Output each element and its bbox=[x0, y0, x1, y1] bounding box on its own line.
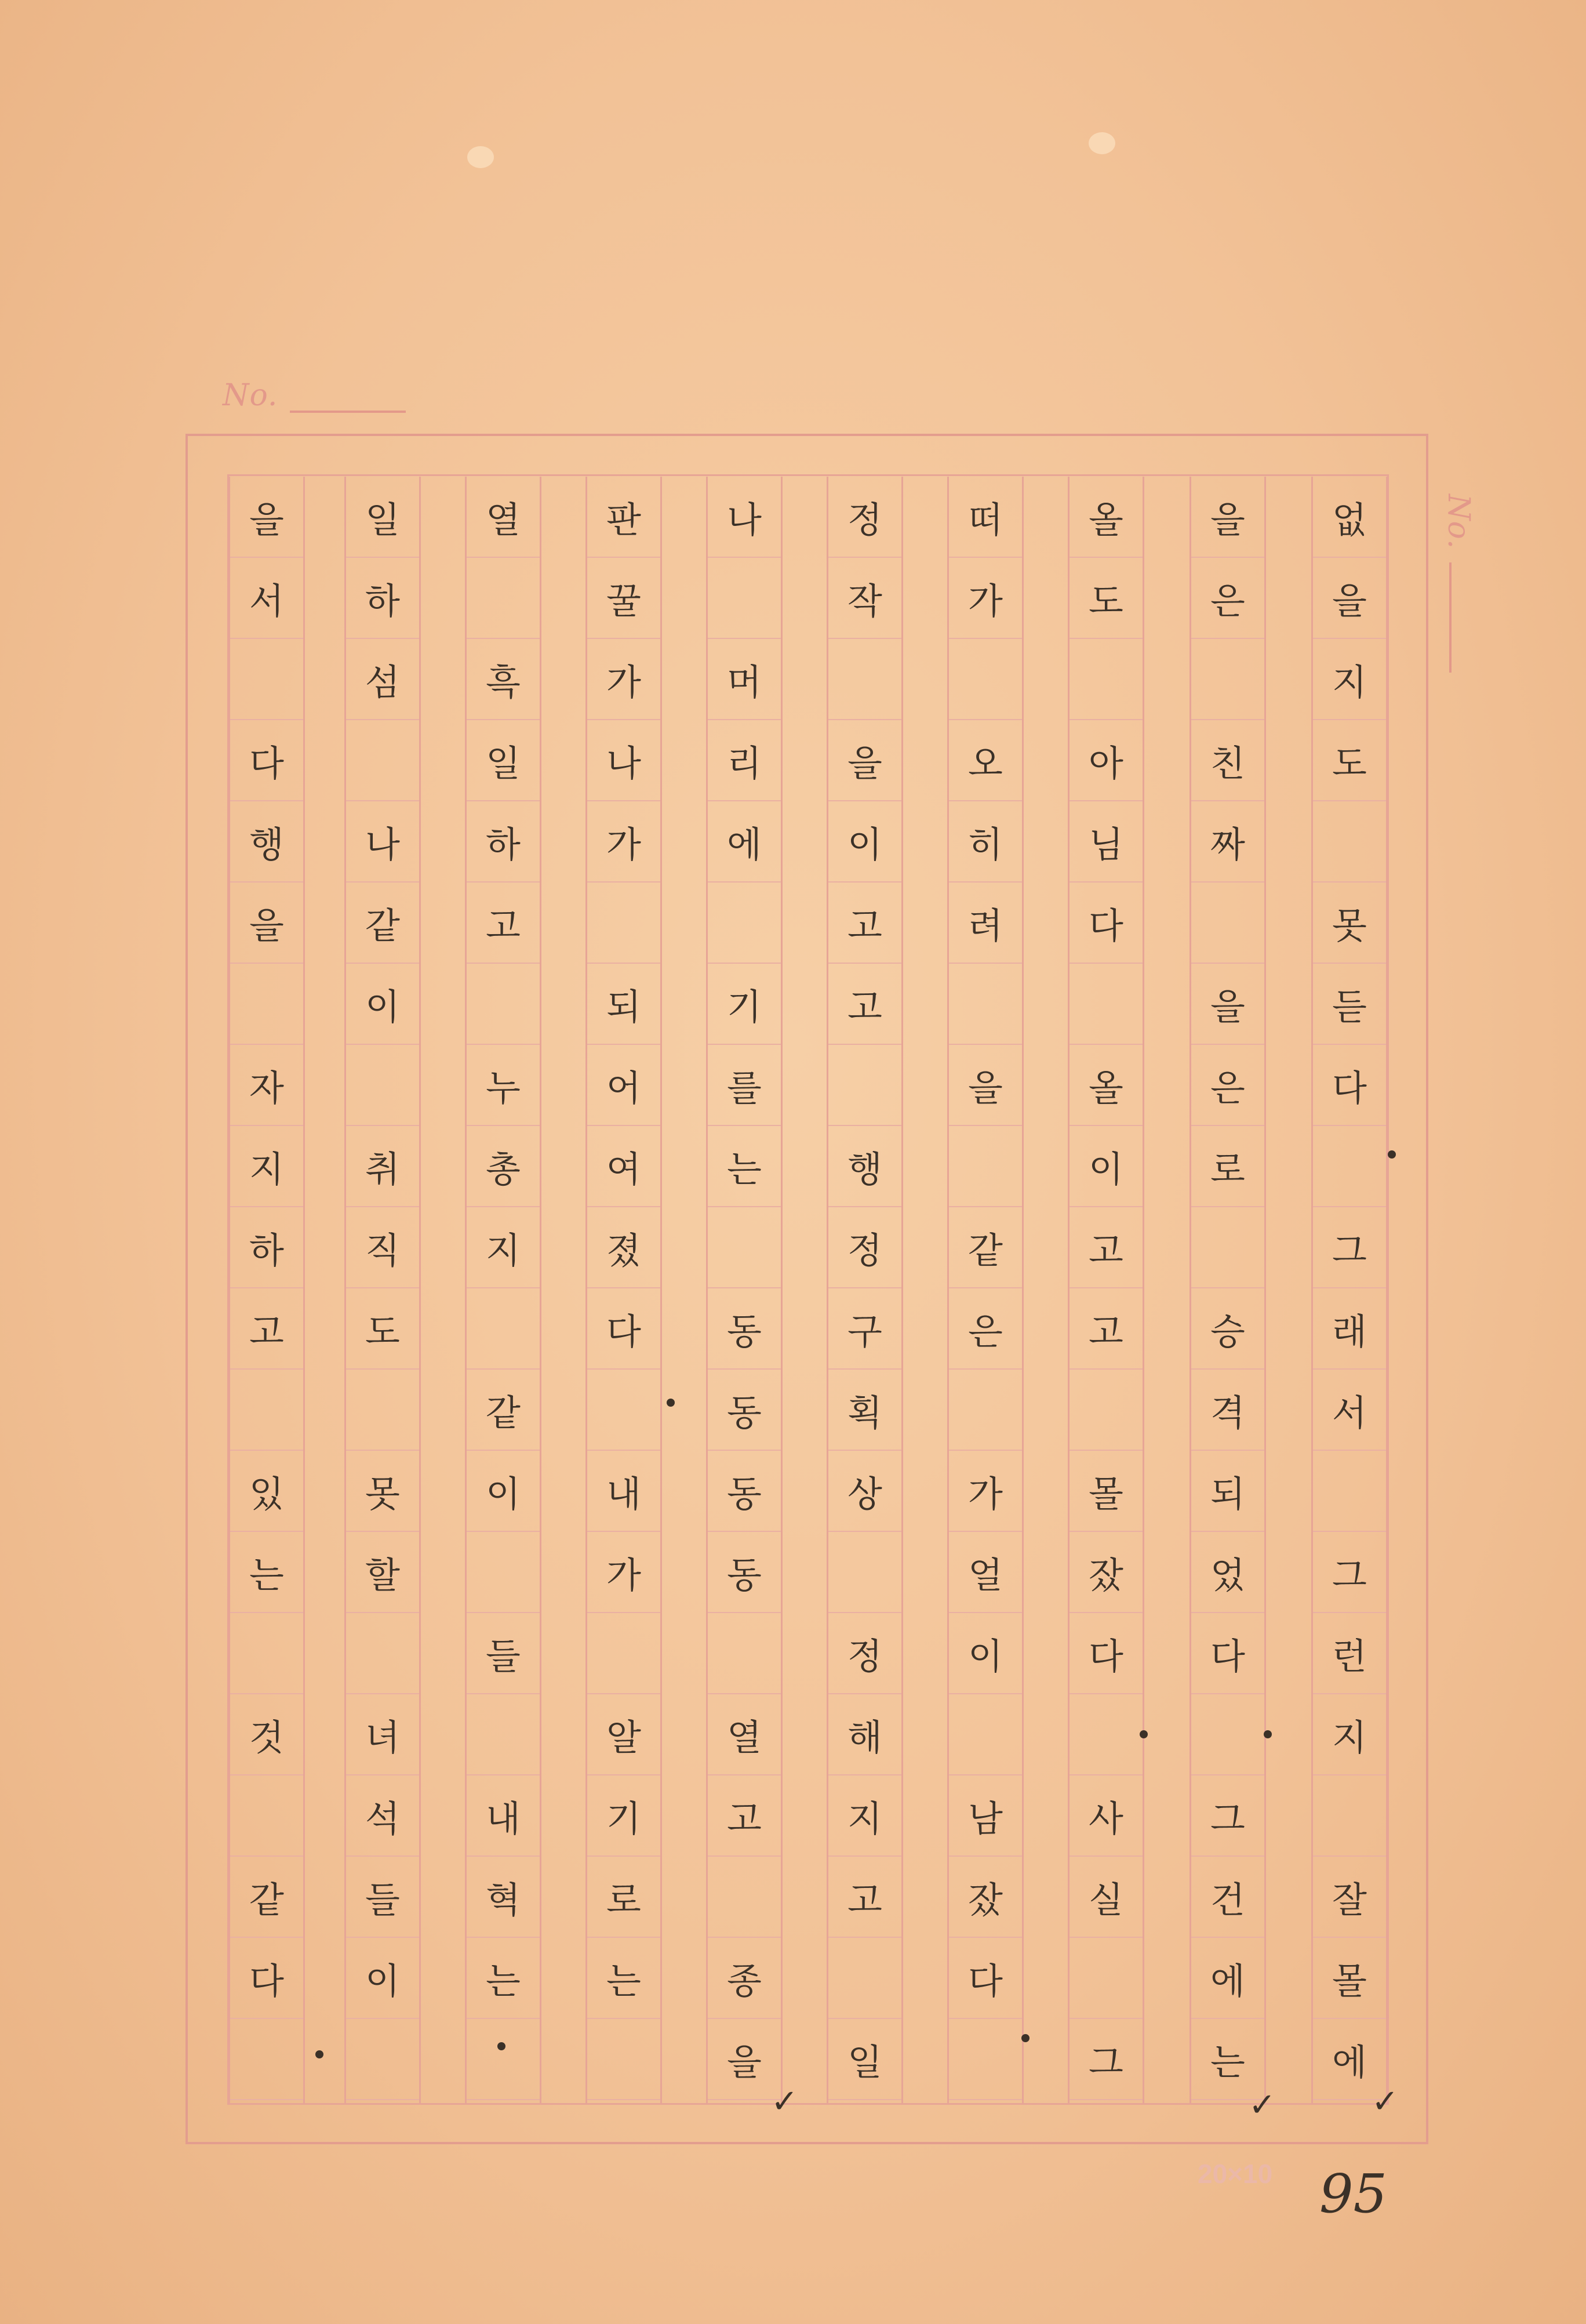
manuscript-cell: 일 bbox=[346, 477, 419, 558]
manuscript-cell bbox=[467, 2019, 540, 2100]
ink-dot bbox=[315, 2050, 323, 2058]
manuscript-cell: 행 bbox=[230, 801, 303, 883]
manuscript-cell bbox=[467, 558, 540, 639]
manuscript-cell: 는 bbox=[1191, 2019, 1264, 2100]
manuscript-cell: 올 bbox=[1070, 477, 1143, 558]
manuscript-cell bbox=[230, 2019, 303, 2100]
manuscript-cell: 흑 bbox=[467, 639, 540, 720]
manuscript-cell: 이 bbox=[346, 964, 419, 1045]
grid-size-label: 20×10 bbox=[1198, 2159, 1273, 2189]
manuscript-cell: 은 bbox=[1191, 558, 1264, 639]
manuscript-cell bbox=[1313, 1775, 1386, 1857]
manuscript-cell bbox=[828, 1938, 901, 2019]
manuscript-cell: 머 bbox=[708, 639, 781, 720]
manuscript-cell bbox=[587, 1613, 660, 1694]
manuscript-cell bbox=[346, 720, 419, 801]
manuscript-cell: 할 bbox=[346, 1532, 419, 1613]
number-line-top bbox=[290, 411, 406, 413]
manuscript-cell: 에 bbox=[708, 801, 781, 883]
number-line-side bbox=[1449, 562, 1452, 673]
manuscript-cell: 알 bbox=[587, 1694, 660, 1775]
manuscript-cell bbox=[708, 1857, 781, 1938]
manuscript-cell: 을 bbox=[230, 477, 303, 558]
manuscript-cell bbox=[1191, 1207, 1264, 1288]
manuscript-cell: 지 bbox=[828, 1775, 901, 1857]
manuscript-cell: 서 bbox=[1313, 1370, 1386, 1451]
ink-dot bbox=[1264, 1730, 1272, 1738]
manuscript-cell: 고 bbox=[828, 883, 901, 964]
manuscript-cell: 있 bbox=[230, 1451, 303, 1532]
manuscript-cell: 나 bbox=[587, 720, 660, 801]
manuscript-cell: 동 bbox=[708, 1370, 781, 1451]
manuscript-cell bbox=[828, 639, 901, 720]
punch-mark-left bbox=[467, 146, 494, 168]
manuscript-cell bbox=[828, 1045, 901, 1126]
manuscript-cell: 판 bbox=[587, 477, 660, 558]
manuscript-cell: 은 bbox=[1191, 1045, 1264, 1126]
manuscript-cell: 고 bbox=[828, 1857, 901, 1938]
manuscript-cell bbox=[1070, 1938, 1143, 2019]
manuscript-cell bbox=[708, 1613, 781, 1694]
manuscript-cell: 다 bbox=[1070, 883, 1143, 964]
manuscript-cell bbox=[587, 883, 660, 964]
manuscript-cell bbox=[346, 1370, 419, 1451]
manuscript-cell: 하 bbox=[230, 1207, 303, 1288]
manuscript-cell: 을 bbox=[1191, 477, 1264, 558]
manuscript-cell: 듣 bbox=[1313, 964, 1386, 1045]
manuscript-cell bbox=[1313, 801, 1386, 883]
manuscript-cell: 떠 bbox=[949, 477, 1022, 558]
manuscript-cell bbox=[1070, 639, 1143, 720]
manuscript-column bbox=[344, 477, 421, 2105]
manuscript-cell: 고 bbox=[467, 883, 540, 964]
manuscript-cell bbox=[1070, 1694, 1143, 1775]
manuscript-cell: 이 bbox=[467, 1451, 540, 1532]
manuscript-cell: 꿀 bbox=[587, 558, 660, 639]
manuscript-cell bbox=[1070, 1370, 1143, 1451]
manuscript-cell: 로 bbox=[587, 1857, 660, 1938]
manuscript-cell: 었 bbox=[1191, 1532, 1264, 1613]
manuscript-cell: 나 bbox=[708, 477, 781, 558]
manuscript-cell: 같 bbox=[467, 1370, 540, 1451]
manuscript-cell: 다 bbox=[1191, 1613, 1264, 1694]
manuscript-cell bbox=[949, 1694, 1022, 1775]
manuscript-cell bbox=[828, 1532, 901, 1613]
manuscript-cell: 그 bbox=[1313, 1532, 1386, 1613]
manuscript-cell: 직 bbox=[346, 1207, 419, 1288]
manuscript-cell: 되 bbox=[1191, 1451, 1264, 1532]
manuscript-cell: 내 bbox=[467, 1775, 540, 1857]
manuscript-cell: 는 bbox=[587, 1938, 660, 2019]
manuscript-cell: 그 bbox=[1191, 1775, 1264, 1857]
check-mark: ✓ bbox=[771, 2083, 798, 2120]
manuscript-cell: 이 bbox=[828, 801, 901, 883]
manuscript-cell: 도 bbox=[1070, 558, 1143, 639]
manuscript-cell: 가 bbox=[587, 639, 660, 720]
manuscript-cell: 이 bbox=[949, 1613, 1022, 1694]
manuscript-cell: 는 bbox=[230, 1532, 303, 1613]
manuscript-cell: 다 bbox=[587, 1288, 660, 1370]
manuscript-cell: 고 bbox=[1070, 1207, 1143, 1288]
manuscript-cell: 도 bbox=[346, 1288, 419, 1370]
manuscript-cell: 누 bbox=[467, 1045, 540, 1126]
manuscript-cell: 올 bbox=[1070, 1045, 1143, 1126]
manuscript-cell: 건 bbox=[1191, 1857, 1264, 1938]
manuscript-cell bbox=[467, 1532, 540, 1613]
manuscript-cell: 친 bbox=[1191, 720, 1264, 801]
manuscript-cell: 에 bbox=[1313, 2019, 1386, 2100]
manuscript-cell: 하 bbox=[467, 801, 540, 883]
manuscript-cell bbox=[1191, 1694, 1264, 1775]
manuscript-cell: 잘 bbox=[1313, 1857, 1386, 1938]
manuscript-cell bbox=[949, 639, 1022, 720]
manuscript-column bbox=[228, 477, 305, 2105]
manuscript-cell: 다 bbox=[949, 1938, 1022, 2019]
manuscript-column bbox=[947, 477, 1024, 2105]
manuscript-cell: 자 bbox=[230, 1045, 303, 1126]
ink-dot bbox=[497, 2042, 505, 2050]
manuscript-cell bbox=[346, 1045, 419, 1126]
manuscript-cell bbox=[708, 558, 781, 639]
manuscript-cell bbox=[230, 639, 303, 720]
manuscript-cell: 오 bbox=[949, 720, 1022, 801]
manuscript-cell: 은 bbox=[949, 1288, 1022, 1370]
manuscript-cell: 없 bbox=[1313, 477, 1386, 558]
manuscript-cell: 아 bbox=[1070, 720, 1143, 801]
manuscript-cell: 같 bbox=[346, 883, 419, 964]
manuscript-cell: 도 bbox=[1313, 720, 1386, 801]
manuscript-cell bbox=[587, 1370, 660, 1451]
manuscript-cell: 지 bbox=[230, 1126, 303, 1207]
manuscript-cell: 몰 bbox=[1313, 1938, 1386, 2019]
manuscript-cell: 해 bbox=[828, 1694, 901, 1775]
manuscript-cell: 다 bbox=[230, 1938, 303, 2019]
manuscript-cell bbox=[230, 964, 303, 1045]
manuscript-column bbox=[465, 477, 541, 2105]
manuscript-cell: 다 bbox=[1313, 1045, 1386, 1126]
manuscript-cell: 것 bbox=[230, 1694, 303, 1775]
manuscript-cell: 가 bbox=[587, 1532, 660, 1613]
manuscript-cell: 행 bbox=[828, 1126, 901, 1207]
manuscript-cell: 서 bbox=[230, 558, 303, 639]
manuscript-cell: 하 bbox=[346, 558, 419, 639]
manuscript-cell: 정 bbox=[828, 1207, 901, 1288]
manuscript-cell bbox=[346, 1613, 419, 1694]
manuscript-cell bbox=[1191, 639, 1264, 720]
manuscript-cell: 졌 bbox=[587, 1207, 660, 1288]
manuscript-cell: 을 bbox=[1313, 558, 1386, 639]
manuscript-cell: 못 bbox=[346, 1451, 419, 1532]
manuscript-cell: 혁 bbox=[467, 1857, 540, 1938]
manuscript-cell: 을 bbox=[708, 2019, 781, 2100]
manuscript-cell: 지 bbox=[1313, 639, 1386, 720]
manuscript-cell: 을 bbox=[1191, 964, 1264, 1045]
manuscript-cell: 열 bbox=[708, 1694, 781, 1775]
manuscript-cell: 려 bbox=[949, 883, 1022, 964]
number-label-top: No. bbox=[223, 378, 278, 413]
manuscript-cell: 석 bbox=[346, 1775, 419, 1857]
manuscript-cell bbox=[1313, 1451, 1386, 1532]
manuscript-cell: 못 bbox=[1313, 883, 1386, 964]
manuscript-column bbox=[1190, 477, 1266, 2105]
manuscript-cell: 고 bbox=[708, 1775, 781, 1857]
ink-dot bbox=[1388, 1150, 1396, 1159]
manuscript-cell bbox=[467, 1288, 540, 1370]
manuscript-cell: 를 bbox=[708, 1045, 781, 1126]
manuscript-cell: 이 bbox=[1070, 1126, 1143, 1207]
manuscript-cell: 여 bbox=[587, 1126, 660, 1207]
manuscript-cell: 녀 bbox=[346, 1694, 419, 1775]
ink-dot bbox=[667, 1399, 675, 1407]
manuscript-cell: 님 bbox=[1070, 801, 1143, 883]
manuscript-cell: 고 bbox=[828, 964, 901, 1045]
manuscript-cell: 을 bbox=[828, 720, 901, 801]
manuscript-cell: 어 bbox=[587, 1045, 660, 1126]
manuscript-cell: 작 bbox=[828, 558, 901, 639]
manuscript-cell bbox=[230, 1613, 303, 1694]
manuscript-column bbox=[1311, 477, 1388, 2105]
manuscript-cell: 가 bbox=[949, 1451, 1022, 1532]
manuscript-cell: 지 bbox=[1313, 1694, 1386, 1775]
manuscript-cell: 일 bbox=[828, 2019, 901, 2100]
manuscript-cell: 열 bbox=[467, 477, 540, 558]
manuscript-cell: 같 bbox=[230, 1857, 303, 1938]
manuscript-cell: 실 bbox=[1070, 1857, 1143, 1938]
manuscript-cell: 총 bbox=[467, 1126, 540, 1207]
check-mark: ✓ bbox=[1372, 2083, 1399, 2120]
manuscript-cell: 내 bbox=[587, 1451, 660, 1532]
manuscript-cell bbox=[467, 1694, 540, 1775]
check-mark: ✓ bbox=[1249, 2086, 1276, 2124]
manuscript-cell: 런 bbox=[1313, 1613, 1386, 1694]
page-number: 95 bbox=[1319, 2163, 1388, 2225]
manuscript-cell bbox=[949, 1370, 1022, 1451]
manuscript-column bbox=[585, 477, 662, 2105]
manuscript-column bbox=[1068, 477, 1144, 2105]
manuscript-cell: 구 bbox=[828, 1288, 901, 1370]
punch-mark-right bbox=[1089, 132, 1115, 154]
manuscript-cell: 승 bbox=[1191, 1288, 1264, 1370]
manuscript-cell: 로 bbox=[1191, 1126, 1264, 1207]
manuscript-cell: 잤 bbox=[1070, 1532, 1143, 1613]
manuscript-cell: 사 bbox=[1070, 1775, 1143, 1857]
manuscript-cell: 그 bbox=[1313, 1207, 1386, 1288]
manuscript-cell: 래 bbox=[1313, 1288, 1386, 1370]
manuscript-cell bbox=[949, 1126, 1022, 1207]
manuscript-cell: 얼 bbox=[949, 1532, 1022, 1613]
manuscript-cell: 지 bbox=[467, 1207, 540, 1288]
manuscript-cell: 들 bbox=[467, 1613, 540, 1694]
manuscript-cell: 종 bbox=[708, 1938, 781, 2019]
manuscript-cell: 같 bbox=[949, 1207, 1022, 1288]
manuscript-cell bbox=[346, 2019, 419, 2100]
manuscript-cell bbox=[708, 1207, 781, 1288]
manuscript-cell bbox=[230, 1370, 303, 1451]
number-label-side: No. bbox=[1441, 494, 1476, 550]
manuscript-cell: 을 bbox=[949, 1045, 1022, 1126]
manuscript-cell bbox=[1070, 964, 1143, 1045]
manuscript-cell: 이 bbox=[346, 1938, 419, 2019]
manuscript-cell: 에 bbox=[1191, 1938, 1264, 2019]
manuscript-cell: 가 bbox=[949, 558, 1022, 639]
manuscript-cell: 격 bbox=[1191, 1370, 1264, 1451]
manuscript-cell: 동 bbox=[708, 1532, 781, 1613]
ink-dot bbox=[1021, 2034, 1030, 2042]
manuscript-cell: 기 bbox=[587, 1775, 660, 1857]
manuscript-cell: 동 bbox=[708, 1288, 781, 1370]
manuscript-cell: 가 bbox=[587, 801, 660, 883]
manuscript-cell: 고 bbox=[230, 1288, 303, 1370]
manuscript-cell: 기 bbox=[708, 964, 781, 1045]
manuscript-cell: 취 bbox=[346, 1126, 419, 1207]
manuscript-cell bbox=[587, 2019, 660, 2100]
manuscript-cell bbox=[230, 1775, 303, 1857]
manuscript-cell: 남 bbox=[949, 1775, 1022, 1857]
manuscript-cell: 되 bbox=[587, 964, 660, 1045]
ink-dot bbox=[1140, 1730, 1148, 1738]
manuscript-cell: 는 bbox=[708, 1126, 781, 1207]
manuscript-cell: 동 bbox=[708, 1451, 781, 1532]
manuscript-cell bbox=[708, 883, 781, 964]
manuscript-cell: 다 bbox=[230, 720, 303, 801]
manuscript-cell: 획 bbox=[828, 1370, 901, 1451]
manuscript-cell: 그 bbox=[1070, 2019, 1143, 2100]
manuscript-cell: 들 bbox=[346, 1857, 419, 1938]
manuscript-cell: 상 bbox=[828, 1451, 901, 1532]
manuscript-cell: 짜 bbox=[1191, 801, 1264, 883]
manuscript-cell bbox=[949, 2019, 1022, 2100]
manuscript-cell: 몰 bbox=[1070, 1451, 1143, 1532]
manuscript-cell: 나 bbox=[346, 801, 419, 883]
manuscript-cell: 정 bbox=[828, 1613, 901, 1694]
manuscript-cell: 섬 bbox=[346, 639, 419, 720]
manuscript-cell bbox=[949, 964, 1022, 1045]
manuscript-column bbox=[827, 477, 903, 2105]
manuscript-column bbox=[706, 477, 783, 2105]
manuscript-cell bbox=[1313, 1126, 1386, 1207]
manuscript-cell: 히 bbox=[949, 801, 1022, 883]
manuscript-cell: 고 bbox=[1070, 1288, 1143, 1370]
manuscript-cell: 정 bbox=[828, 477, 901, 558]
manuscript-cell: 리 bbox=[708, 720, 781, 801]
manuscript-cell: 잤 bbox=[949, 1857, 1022, 1938]
manuscript-cell: 는 bbox=[467, 1938, 540, 2019]
manuscript-cell: 다 bbox=[1070, 1613, 1143, 1694]
manuscript-cell bbox=[1191, 883, 1264, 964]
manuscript-cell bbox=[467, 964, 540, 1045]
manuscript-cell: 일 bbox=[467, 720, 540, 801]
manuscript-cell: 을 bbox=[230, 883, 303, 964]
